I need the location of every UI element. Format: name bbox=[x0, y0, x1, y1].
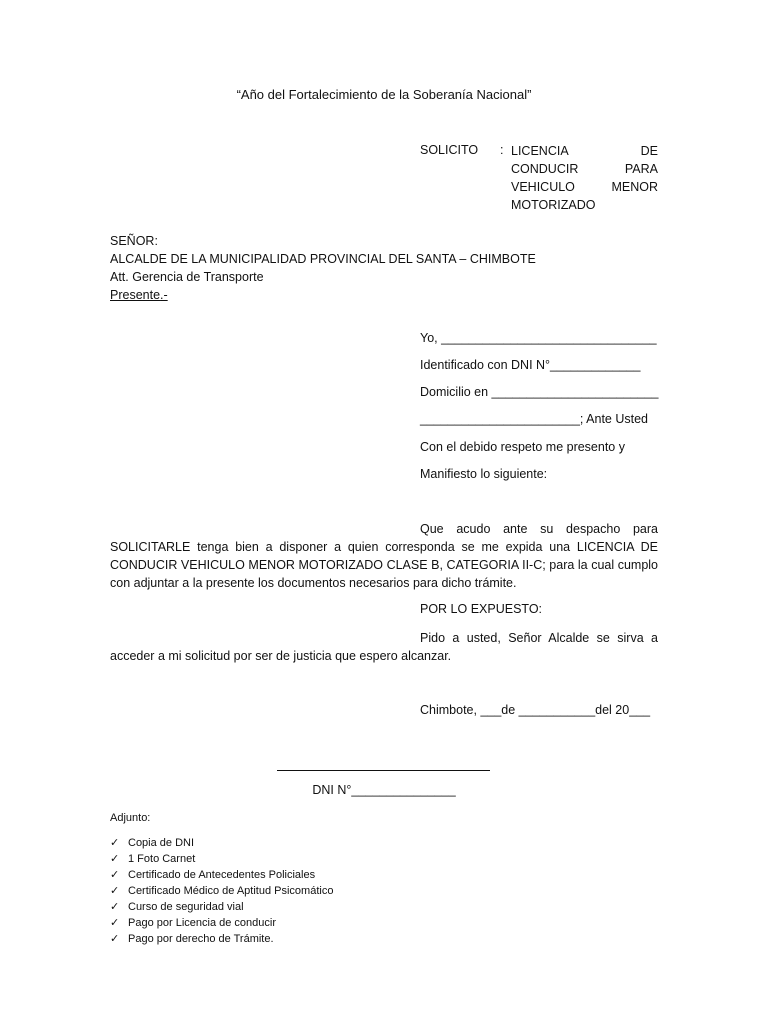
checkmark-icon: ✓ bbox=[110, 885, 120, 897]
list-item bbox=[110, 851, 333, 867]
signature-line bbox=[277, 760, 490, 771]
solicito-label: SOLICITO bbox=[420, 143, 479, 157]
date-line: Chimbote, ___de ___________del 20___ bbox=[420, 703, 651, 717]
addressee-presente bbox=[110, 286, 536, 304]
solicito-colon: : bbox=[500, 143, 504, 157]
list-item bbox=[110, 915, 333, 931]
request-text: Que acudo ante su despacho para SOLICITARLE tenga bien a disponer a quien corresponda se me expida una LICENCIA DE CONDUCIR VEHICULO MENOR MOTORIZADO CLASE B, CATEGORIA II-C; para la cual cumplo con adjuntar a la presente los documentos necesarios para dicho trámite. bbox=[110, 522, 658, 590]
list-item bbox=[110, 883, 333, 899]
list-item-label: Pago por Licencia de conducir bbox=[128, 917, 276, 929]
field-yo: Yo, _______________________________ bbox=[420, 331, 657, 345]
list-item-label: Certificado Médico de Aptitud Psicomático bbox=[128, 885, 334, 897]
solicito-subject: LICENCIA DE CONDUCIR PARA VEHICULO MENOR MOTORIZADO bbox=[511, 144, 658, 212]
signature-dni: DNI N°_______________ bbox=[312, 783, 456, 797]
list-item bbox=[110, 835, 333, 851]
checkmark-icon: ✓ bbox=[110, 917, 120, 929]
list-item-label: Pago por derecho de Trámite. bbox=[128, 933, 274, 945]
addressee-salutation: SEÑOR: bbox=[110, 234, 158, 248]
list-item-label: Certificado de Antecedentes Policiales bbox=[128, 869, 316, 881]
list-item-label: Copia de DNI bbox=[128, 837, 195, 849]
list-item bbox=[110, 899, 333, 915]
presente-suffix: .- bbox=[160, 288, 168, 302]
addressee-block bbox=[110, 232, 536, 304]
checkmark-icon: ✓ bbox=[110, 933, 120, 945]
presente-word: Presente bbox=[110, 288, 161, 302]
list-item bbox=[110, 867, 333, 883]
attachments-title: Adjunto: bbox=[110, 812, 151, 824]
petition-text: Pido a usted, Señor Alcalde se sirva a acceder a mi solicitud por ser de justicia que espero alcanzar. bbox=[110, 631, 658, 663]
field-respeto: Con el debido respeto me presento y bbox=[420, 440, 625, 454]
checkmark-icon: ✓ bbox=[110, 853, 120, 865]
checkmark-icon: ✓ bbox=[110, 837, 120, 849]
list-item-label: Curso de seguridad vial bbox=[128, 901, 244, 913]
petition-paragraph bbox=[110, 629, 658, 665]
field-dni: Identificado con DNI N°_____________ bbox=[420, 358, 641, 372]
addressee-attention: Att. Gerencia de Transporte bbox=[110, 270, 264, 284]
request-paragraph bbox=[110, 520, 658, 592]
attachments-list bbox=[110, 835, 333, 947]
field-ante-usted: _______________________; Ante Usted bbox=[420, 412, 648, 426]
checkmark-icon: ✓ bbox=[110, 901, 120, 913]
list-item-label: 1 Foto Carnet bbox=[128, 853, 196, 865]
field-manifiesto: Manifiesto lo siguiente: bbox=[420, 467, 548, 481]
list-item bbox=[110, 931, 333, 947]
addressee-office: ALCALDE DE LA MUNICIPALIDAD PROVINCIAL DEL SANTA – CHIMBOTE bbox=[110, 252, 536, 266]
field-domicilio: Domicilio en ________________________ bbox=[420, 385, 659, 399]
checkmark-icon: ✓ bbox=[110, 869, 120, 881]
por-lo-expuesto: POR LO EXPUESTO: bbox=[420, 602, 543, 616]
year-motto: “Año del Fortalecimiento de la Soberanía Nacional” bbox=[236, 87, 532, 102]
